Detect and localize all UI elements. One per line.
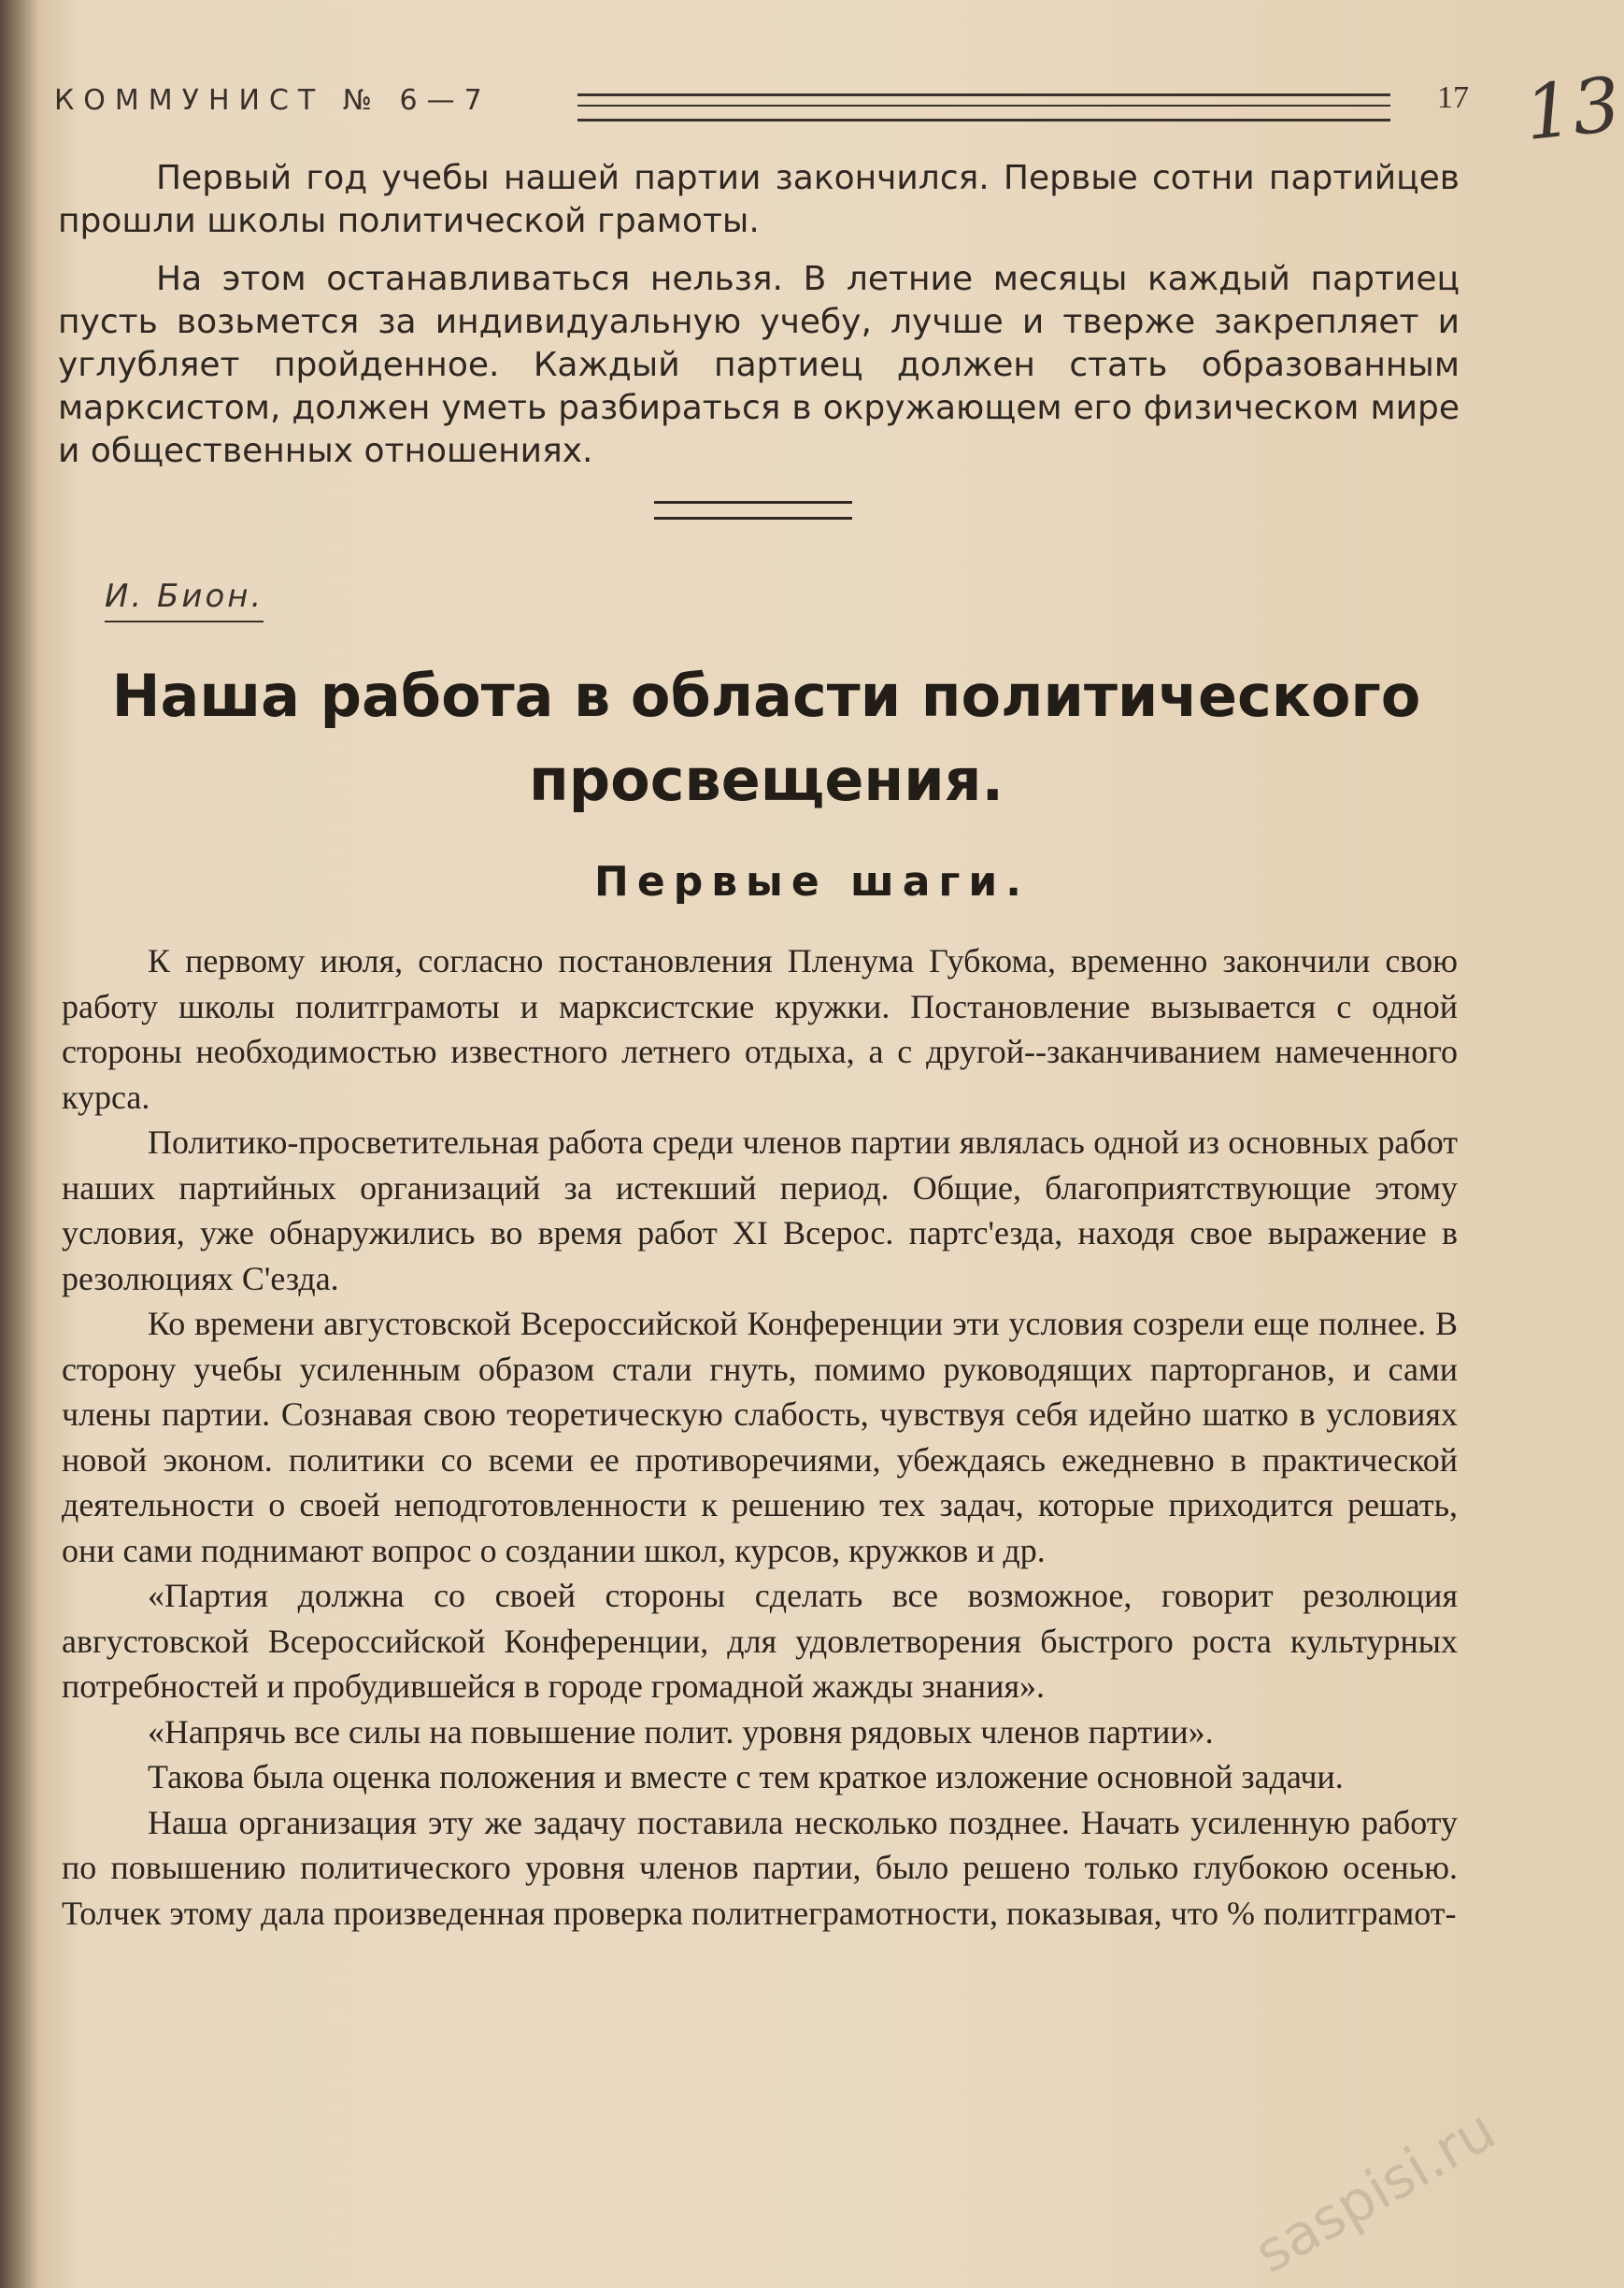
intro-paragraph: На этом останавливаться нельзя. В летние месяцы каждый партиец пусть возьмется за индивидуальную учебу, лучше и тверже закрепляет и углубляет пройденное. Каждый партиец должен стать образованным марксистом, должен уметь разбираться в окружающем его физическом мире и общественных отношениях.	[58, 260, 1460, 470]
article-subtitle: Первые шаги.	[594, 858, 1030, 906]
body-paragraph: Политико-просветительная работа среди членов партии являлась одной из основных работ наших партийных организаций за истекший период. Общие, благоприятствующие этому условия, уже обнаружились во время работ XI Всерос. партс'езда, находя свое выражение в резолюциях С'езда.	[62, 1123, 1458, 1297]
watermark: saspisi.ru	[1244, 2096, 1507, 2287]
header-rule	[577, 93, 1390, 122]
body-paragraph: Наша организация эту же задачу поставила несколько позднее. Начать усиленную работу по повышению политического уровня членов партии, было решено только глубокою осенью. Толчек этому дала произведенная проверка политнеграмотности, показывая, что % политграмот-	[62, 1803, 1458, 1932]
body-paragraph: Такова была оценка положения и вместе с тем краткое изложение основной задачи.	[148, 1758, 1344, 1795]
page-header	[54, 80, 1469, 127]
article-body	[62, 938, 1458, 1936]
body-paragraph: «Партия должна со своей стороны сделать все возможное, говорит резолюция августовской Всероссийской Конференции, для удовлетворения быстрого роста культурных потребностей и пробудившейся в городе громадной жажды знания».	[62, 1577, 1458, 1705]
journal-name: КОММУНИСТ № 6—7	[54, 84, 491, 117]
handwritten-page-mark: 13	[1520, 60, 1624, 158]
body-paragraph: «Напрячь все силы на повышение полит. уровня рядовых членов партии».	[148, 1712, 1214, 1751]
intro-text	[58, 157, 1460, 488]
intro-paragraph: Первый год учебы нашей партии закончился. Первые сотни партийцев прошли школы политической грамоты.	[58, 159, 1460, 240]
section-divider	[654, 501, 852, 520]
page-number: 17	[1437, 80, 1469, 115]
body-paragraph: К первому июля, согласно постановления Пленума Губкома, временно закончили свою работу школы политграмоты и марксистские кружки. Постановление вызывается с одной стороны необходимостью известного летнего отдыха, а с другой--заканчиванием намеченного курса.	[62, 942, 1458, 1116]
article-author: И. Бион.	[105, 578, 264, 622]
body-paragraph: Ко времени августовской Всероссийской Конференции эти условия созрели еще полнее. В сторону учебы усиленным образом стали гнуть, помимо руководящих парторганов, и сами члены партии. Сознавая свою теоретическую слабость, чувствуя себя идейно шатко в условиях новой эконом. политики со всеми ее противоречиями, убеждаясь ежедневно в практической деятельности о своей неподготовленности к решению тех задач, которые приходится решать, они сами поднимают вопрос о создании школ, курсов, кружков и др.	[62, 1305, 1458, 1569]
article-title: Наша работа в области политического просвещения.	[111, 662, 1421, 814]
